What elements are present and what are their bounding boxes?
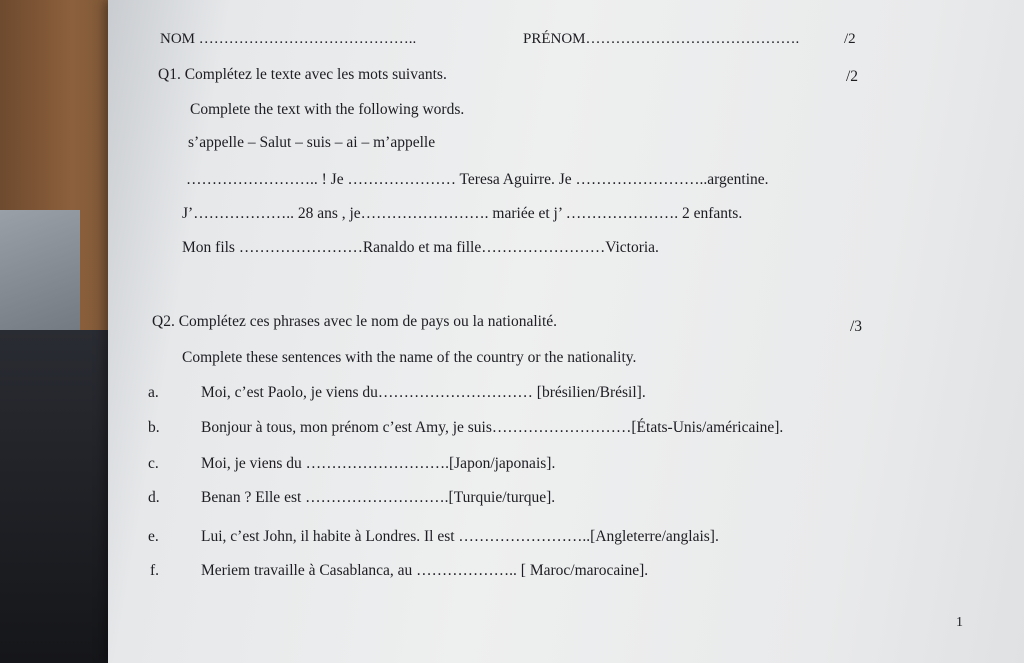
prenom-field: PRÉNOM……………………………………. [523,31,800,47]
q2-title: Q2. Complétez ces phrases avec le nom de pays ou la nationalité. [152,313,558,330]
q2-item-c: Moi, je viens du ……………………….[Japon/japonais]. [201,455,556,472]
q1-word-bank: s’appelle – Salut – suis – ai – m’appelle [188,134,436,151]
nom-field: NOM …………………………………….. [160,31,417,47]
background-shadow [0,330,110,663]
header-score: /2 [844,31,856,47]
page-number: 1 [956,615,963,630]
background-fabric [0,210,80,350]
q1-title: Q1. Complétez le texte avec les mots suivants. [158,66,447,83]
q1-english: Complete the text with the following words. [190,101,465,118]
q2-item-d: Benan ? Elle est ……………………….[Turquie/turque]. [201,489,556,506]
q2-item-f-letter: f. [150,562,160,579]
q2-item-b: Bonjour à tous, mon prénom c’est Amy, je suis………………………[États-Unis/américaine]. [201,419,784,436]
q2-item-d-letter: d. [148,489,160,506]
q2-item-f: Meriem travaille à Casablanca, au ……………….. [ Maroc/marocaine]. [201,562,649,579]
q2-item-b-letter: b. [148,419,160,436]
q2-item-c-letter: c. [148,455,159,472]
q1-score: /2 [846,68,859,85]
q2-item-a-letter: a. [148,384,159,401]
worksheet-page [108,0,1024,663]
q1-line-1: …………………….. ! Je ………………… Teresa Aguirre. Je ……………………..argentine. [186,171,769,188]
q2-item-e-letter: e. [148,528,159,545]
q2-item-e: Lui, c’est John, il habite à Londres. Il est ……………………..[Angleterre/anglais]. [201,528,719,545]
q2-item-a: Moi, c’est Paolo, je viens du………………………… [brésilien/Brésil]. [201,384,646,401]
q1-line-3: Mon fils ……………………Ranaldo et ma fille……………………Victoria. [182,239,659,256]
q1-line-2: J’……………….. 28 ans , je……………………. mariée et j’ …………………. 2 enfants. [182,205,743,222]
q2-english: Complete these sentences with the name of the country or the nationality. [182,349,637,366]
q2-score: /3 [850,318,863,335]
